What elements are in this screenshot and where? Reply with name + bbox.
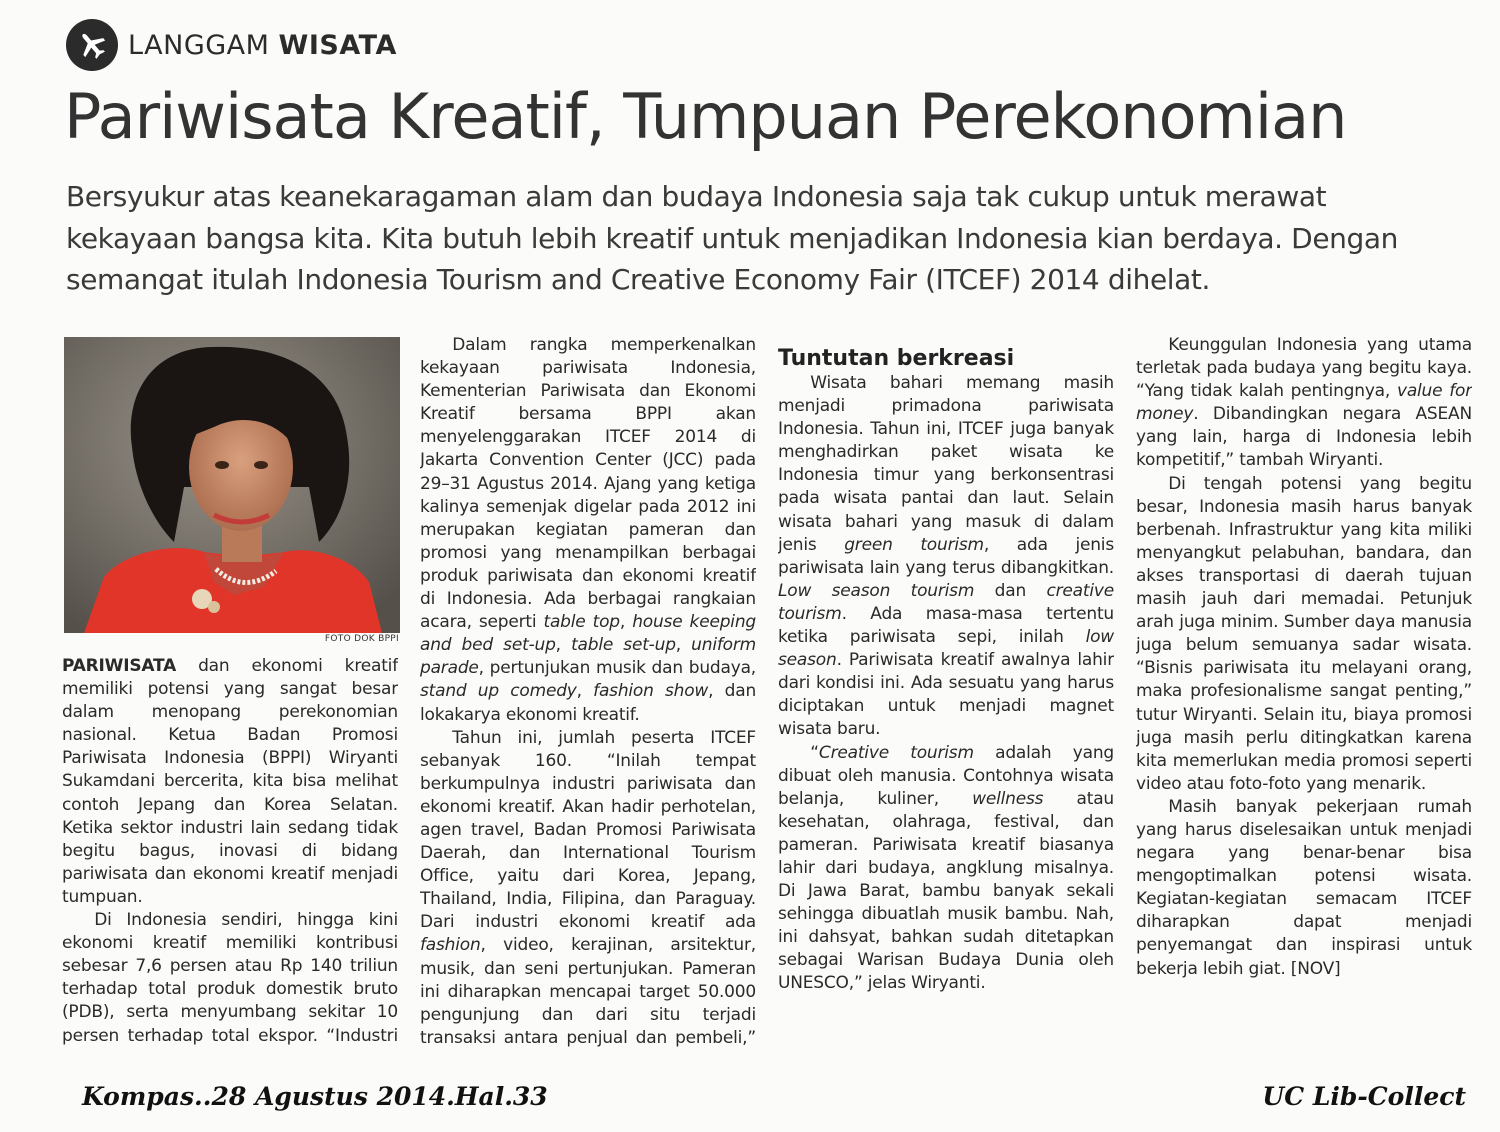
separator: , xyxy=(619,612,633,633)
italic-term: Creative tourism xyxy=(818,742,974,763)
italic-term: fashion show xyxy=(593,681,709,702)
article-column-2 xyxy=(420,334,756,1047)
separator: , xyxy=(675,635,692,656)
portrait-photo xyxy=(64,337,400,633)
rubric-bold: WISATA xyxy=(278,29,397,61)
italic-term: wellness xyxy=(972,788,1044,809)
paragraph-text: Keunggulan Indonesia yang utama terletak pada budaya yang begitu kaya. “Yang tidak kalah pentingnya, xyxy=(1136,335,1472,402)
airplane-icon xyxy=(66,19,118,71)
italic-term: Low season tourism xyxy=(778,580,975,601)
rubric-light: LANGGAM xyxy=(128,29,270,61)
subheading: Tuntutan berkreasi xyxy=(778,346,1015,371)
article-paragraph: Masih banyak pekerjaan rumah yang harus diselesaikan untuk menjadi negara yang benar-benar bisa mengoptimalkan potensi wisata. Kegiatan-kegiatan semacam ITCEF diharapkan dapat menjadi penyemangat dan inspirasi untuk bekerja lebih giat. [NOV] xyxy=(1136,796,1472,979)
headline: Pariwisata Kreatif, Tumpuan Perekonomian xyxy=(64,80,1347,153)
italic-term: creative tourism xyxy=(778,580,1114,624)
paragraph-text: , dan lokakarya ekonomi kreatif. xyxy=(420,681,756,725)
article-column-1 xyxy=(62,655,398,1047)
paragraph-text: Wisata bahari memang masih menjadi primadona pariwisata Indonesia. Tahun ini, ITCEF juga banyak menghadirkan paket wisata ke Indonesia timur yang berkonsentrasi pada wisata pantai dan laut. Selain wisata bahari yang masuk di dalam jenis xyxy=(778,373,1114,555)
separator: , xyxy=(576,681,594,702)
italic-term: uniform parade xyxy=(420,635,756,679)
paragraph-text: dan xyxy=(974,580,1047,601)
italic-term: low season xyxy=(778,627,1114,671)
article-paragraph xyxy=(778,742,1114,996)
article-paragraph xyxy=(420,727,756,1047)
paragraph-text: . Ada masa-masa tertentu ketika pariwisata sepi, inilah xyxy=(778,603,1114,648)
italic-term: table set-up xyxy=(571,635,676,656)
article-column-4 xyxy=(1136,334,1472,1040)
paragraph-text: Tahun ini, jumlah peserta ITCEF sebanyak 160. “Inilah tempat berkumpulnya industri pariwisata dan ekonomi kreatif. Akan hadir perhotelan, agen travel, Badan Promosi Pariwisata Daerah, dan International Tourism Office, yaitu dari Korea, Jepang, Thailand, India, Filipina, dan Paraguay. Dari industri ekonomi kreatif ada xyxy=(420,727,756,933)
paragraph-text: . Dibandingkan negara ASEAN yang lain, harga di Indonesia lebih kompetitif,” tambah Wiryanti. xyxy=(1136,404,1472,471)
article-paragraph xyxy=(62,655,398,909)
article-column-3 xyxy=(778,334,1114,1042)
lead-word: PARIWISATA xyxy=(62,656,177,676)
separator: , xyxy=(555,635,572,656)
photo-credit: FOTO DOK BPPI xyxy=(324,634,399,644)
italic-term: stand up comedy xyxy=(420,681,577,702)
article-paragraph xyxy=(778,372,1114,742)
paragraph-text: , pertunjukan musik dan budaya, xyxy=(478,658,756,679)
paragraph-text: dan ekonomi kreatif memiliki potensi yang sangat besar dalam menopang perekonomian nasional. Ketua Badan Promosi Pariwisata Indonesia (BPPI) Wiryanti Sukamdani bercerita, kita bisa melihat contoh Jepang dan Korea Selatan. Ketika sektor industri lain sedang tidak begitu bagus, inovasi di bidang pariwisata dan ekonomi kreatif menjadi tumpuan. xyxy=(62,656,398,907)
paragraph-text: adalah yang dibuat oleh manusia. Contohnya wisata belanja, kuliner, xyxy=(778,742,1114,809)
rubric-label xyxy=(128,30,397,61)
italic-term: value for money xyxy=(1136,381,1472,425)
paragraph-text: , ada jenis pariwisata lain yang terus dibangkitkan. xyxy=(778,534,1114,578)
article-paragraph: Di Indonesia sendiri, hingga kini ekonomi kreatif memiliki kontribusi sebesar 7,6 persen atau Rp 140 triliun terhadap total produk domestik bruto (PDB), serta menyumbang sekitar 10 persen terhadap total ekspor. “Industri xyxy=(62,910,398,1046)
article-paragraph xyxy=(420,334,756,727)
paragraph-text: “ xyxy=(810,742,819,763)
collection-label: UC Lib-Collect xyxy=(1262,1082,1466,1111)
italic-term: house keeping and bed set-up xyxy=(420,612,756,656)
article-paragraph: Di tengah potensi yang begitu besar, Indonesia masih harus banyak berbenah. Infrastruktur yang kita miliki menyangkut pelabuhan, bandara, dan akses transportasi di daerah tujuan masih jauh dari memadai. Petunjuk arah juga minim. Sumber daya manusia juga belum semuanya sadar wisata. “Bisnis pariwisata itu melayani orang, maka profesionalisme sangat penting,” tutur Wiryanti. Selain itu, biaya promosi juga masih perlu ditingkatkan karena kita memerlukan media promosi seperti video atau foto-foto yang menarik. xyxy=(1136,473,1472,794)
paragraph-text: Dalam rangka memperkenalkan kekayaan pariwisata Indonesia, Kementerian Pariwisata dan Ekonomi Kreatif bersama BPPI akan menyelenggarakan ITCEF 2014 di Jakarta Convention Center (JCC) pada 29–31 Agustus 2014. Ajang yang ketiga kalinya semenjak digelar pada 2012 ini merupakan kegiatan pameran dan promosi yang menampilkan berbagai produk pariwisata dan ekonomi kreatif di Indonesia. Ada berbagai rangkaian acara, seperti xyxy=(420,335,756,633)
lede-paragraph: Bersyukur atas keanekaragaman alam dan budaya Indonesia saja tak cukup untuk merawat kekayaan bangsa kita. Kita butuh lebih kreatif untuk menjadikan Indonesia kian berdaya. Dengan semangat itulah Indonesia Tourism and Creative Economy Fair (ITCEF) 2014 dihelat. xyxy=(66,180,1398,296)
italic-term: green tourism xyxy=(844,534,984,555)
italic-term: fashion xyxy=(420,935,481,956)
paragraph-text: . Pariwisata kreatif awalnya lahir dari kondisi ini. Ada sesuatu yang harus diciptakan untuk menjadi magnet wisata baru. xyxy=(778,650,1114,740)
paragraph-text: atau kesehatan, olahraga, festival, dan pameran. Pariwisata kreatif biasanya lahir dari budaya, angklung misalnya. Di Jawa Barat, bambu banyak sekali sehingga dibuatlah musik bambu. Nah, ini dahsyat, bahkan sudah ditetapkan sebagai Warisan Budaya Dunia oleh UNESCO,” jelas Wiryanti. xyxy=(778,788,1114,994)
article-paragraph xyxy=(1136,334,1472,473)
paragraph-text: , video, kerajinan, arsitektur, musik, dan seni pertunjukan. Pameran ini diharapkan mencapai target 50.000 pengunjung dan dari situ terjadi transaksi antara penjual dan pembeli,” xyxy=(420,935,756,1047)
section-header xyxy=(66,18,397,72)
source-citation: Kompas..28 Agustus 2014.Hal.33 xyxy=(82,1082,548,1111)
italic-term: table top xyxy=(543,612,620,633)
